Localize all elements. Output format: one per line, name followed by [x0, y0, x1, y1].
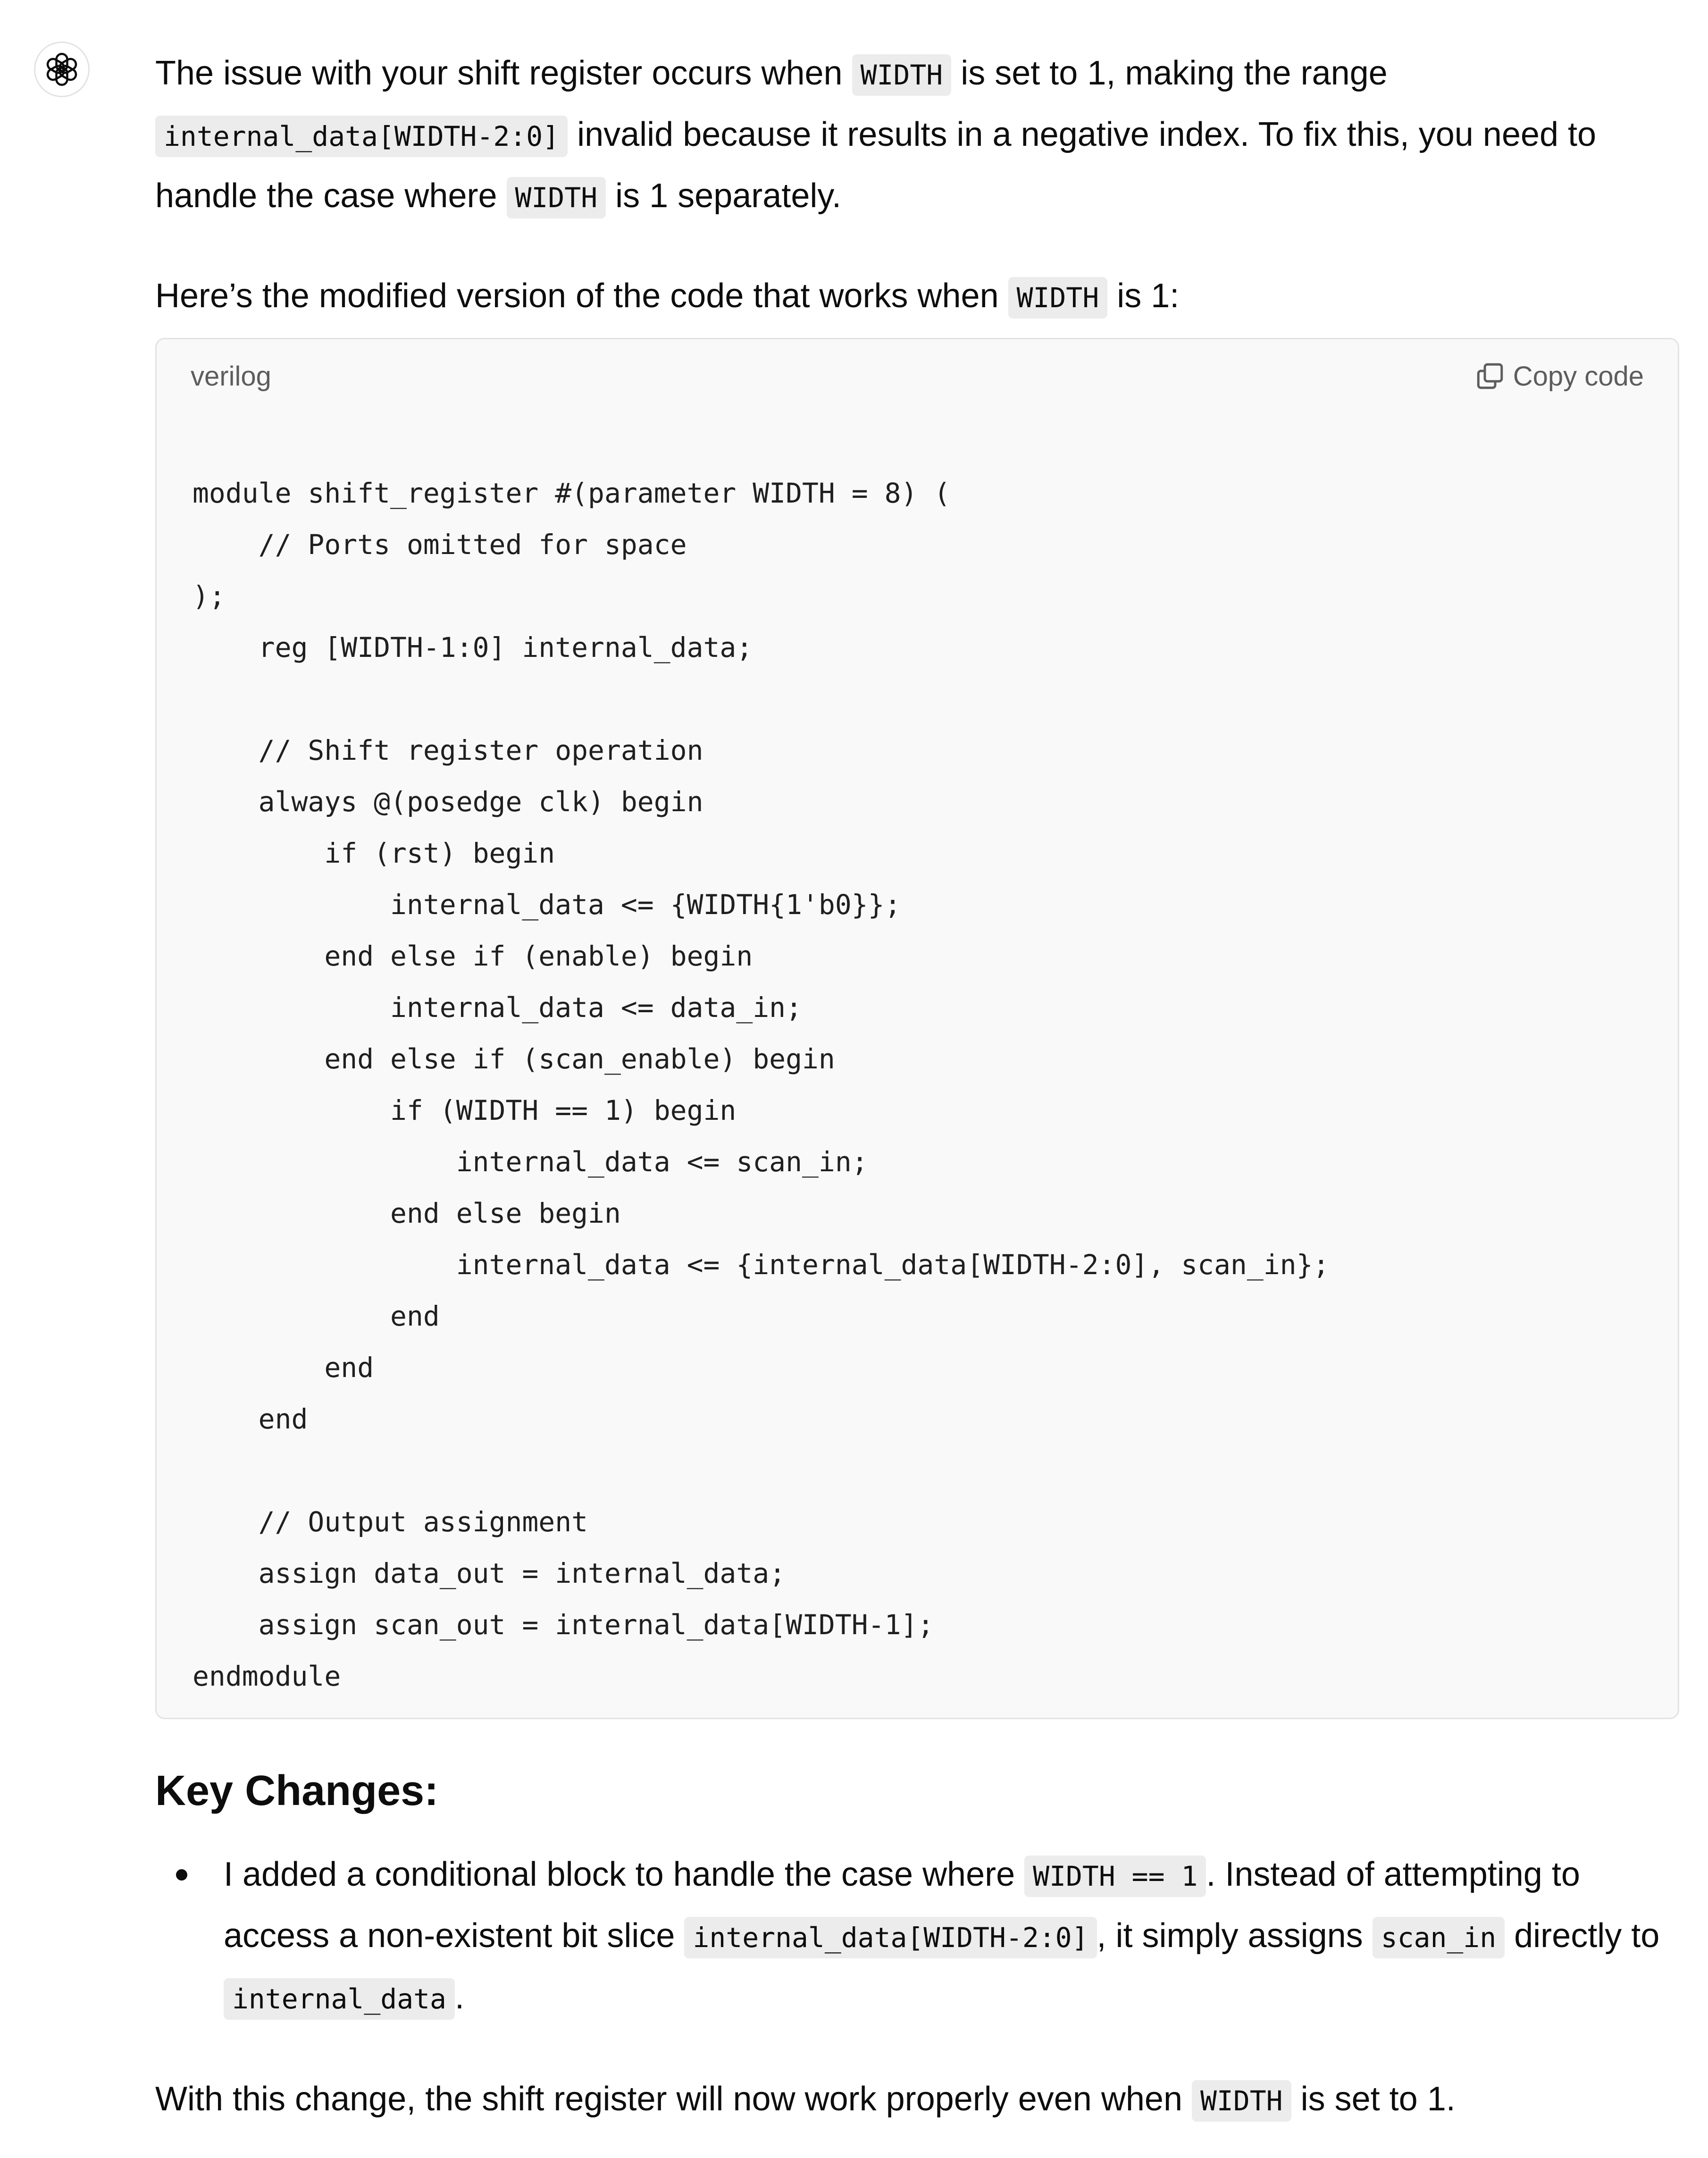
code-language-label: verilog — [191, 361, 271, 392]
lead-paragraph — [155, 265, 1679, 327]
change-text-3: , it simply assigns — [1097, 1917, 1373, 1955]
intro-text-4: is 1 separately. — [606, 177, 842, 215]
intro-text-2: is set to 1, making the range — [951, 54, 1388, 92]
inline-code-width: WIDTH — [1192, 2080, 1291, 2122]
key-changes-list — [155, 1844, 1679, 2028]
assistant-avatar — [34, 42, 90, 97]
inline-code-slice: internal_data[WIDTH-2:0] — [155, 116, 568, 157]
change-text-1: I added a conditional block to handle the case where — [224, 1856, 1025, 1893]
intro-paragraph — [155, 42, 1679, 227]
change-text-2: . Instead of attempting to access a non-existent bit slice — [224, 1856, 1580, 1955]
copy-code-label: Copy code — [1513, 361, 1644, 392]
closing-text-2: is set to 1. — [1291, 2080, 1456, 2118]
code-block-header — [191, 357, 1644, 395]
list-item — [155, 1844, 1679, 2028]
change-text-4: directly to — [1505, 1917, 1660, 1955]
assistant-message — [155, 42, 1679, 2130]
lead-text-2: is 1: — [1107, 277, 1180, 315]
copy-icon — [1474, 361, 1506, 392]
inline-code-width: WIDTH — [852, 54, 952, 96]
inline-code-scan-in: scan_in — [1373, 1917, 1505, 1958]
inline-code-slice: internal_data[WIDTH-2:0] — [684, 1917, 1097, 1958]
code-content: module shift_register #(parameter WIDTH = 8) ( // Ports omitted for space ); reg [WIDTH-1:0] internal_data; // Shift register operation always @(posedge clk) begin if (rst) begin internal_data <= {WIDTH{1'b0}}; end else if (enable) begin internal_data <= data_in; end else if (scan_enable) begin if (WIDTH == 1) begin internal_data <= scan_in; end else begin internal_data <= {internal_data[WIDTH-2:0], scan_in}; end end end // Output assignment assign data_out = internal_data; assign scan_out = internal_data[WIDTH-1]; endmodule — [193, 477, 1330, 1692]
key-changes-heading: Key Changes: — [155, 1767, 439, 1814]
inline-code-width: WIDTH — [507, 177, 606, 218]
lead-text-1: Here’s the modified version of the code that works when — [155, 277, 1008, 315]
intro-text-3: invalid because it results in a negative index. To fix this, you need to handle the case where — [155, 116, 1597, 215]
change-text-5: . — [454, 1978, 464, 2016]
copy-code-button[interactable] — [1474, 361, 1644, 392]
inline-code-internal-data: internal_data — [224, 1978, 455, 2020]
intro-text-1: The issue with your shift register occurs when — [155, 54, 852, 92]
code-block — [155, 338, 1679, 1719]
inline-code-condition: WIDTH == 1 — [1024, 1856, 1206, 1897]
closing-paragraph — [155, 2068, 1679, 2130]
closing-text-1: With this change, the shift register will now work properly even when — [155, 2080, 1192, 2118]
inline-code-width: WIDTH — [1008, 277, 1108, 319]
openai-logo-icon — [42, 50, 81, 89]
